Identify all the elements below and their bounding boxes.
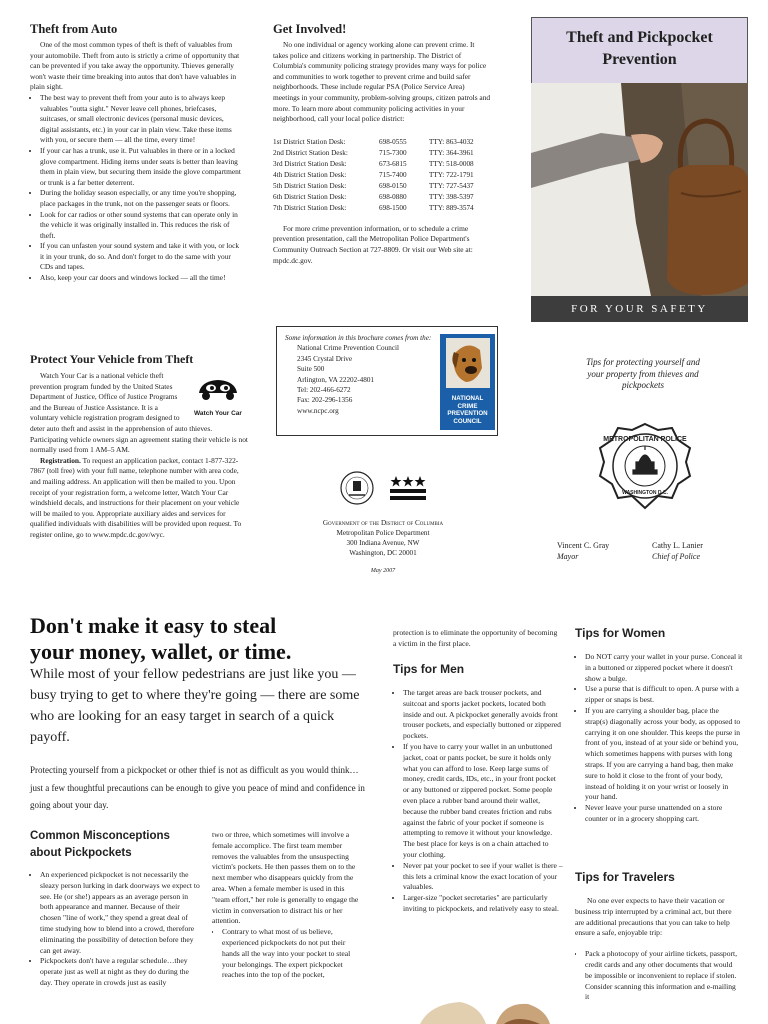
tips-travelers-title: Tips for Travelers — [575, 870, 675, 884]
list-item: • The target areas are back trouser pockets, and suitcoat and sports jacket pockets, located both inside and out. A pickpocket generally avoids front trouser pockets, and especially buttoned or zippered pockets. — [403, 688, 563, 742]
outreach-text: For more crime prevention information, or to schedule a crime prevention presentation, call the Metropolitan Police Department's Community Outreach Section at 727-8809. Or visit our Web site at: mpdc.dc.gov. — [273, 223, 473, 265]
district-row: 3rd District Station Desk: 673-6815 TTY: 518-0008 — [273, 159, 474, 168]
dc-seal-icon — [340, 471, 374, 505]
list-item: • Pickpockets don't have a regular schedule…they operate just as well at night as they do during the day. They operate in crowds just as easily — [40, 956, 200, 988]
tips-travelers-section — [575, 870, 740, 1024]
district-row: 1st District Station Desk: 698-0555 TTY: 863-4032 — [273, 137, 474, 146]
list-item: • Look for car radios or other sound systems that can operate only in the vehicle it was originally installed in. This reduces the risk of theft. — [40, 210, 242, 242]
misconceptions-list — [30, 870, 200, 989]
theft-auto-section — [30, 22, 242, 284]
badge-top-text: METROPOLITAN POLICE — [603, 436, 687, 443]
protect-vehicle-text: Watch Your Car is a national vehicle theft prevention program funded by the United States Department of Justice, Office of Justice Programs and the Bureau of Justice Assistance. It is a voluntary vehicle registration program designed to deter auto theft and assist in the apprehension of auto thieves. Participating vehicle owners sign an agreement stating their vehicle is not normally used from 1 AM–5 AM. — [30, 371, 248, 455]
protect-vehicle-title: Protect Your Vehicle from Theft — [30, 352, 194, 366]
tips-travelers-list — [575, 949, 740, 1003]
chief-name: Cathy L. Lanier — [652, 541, 703, 550]
tips-men-title: Tips for Men — [393, 662, 465, 676]
headline-line1: Don't make it easy to steal — [30, 613, 277, 638]
cover-title-line1: Theft and Pickpocket — [566, 29, 713, 46]
intro-paragraph: Protecting yourself from a pickpocket or other thief is not as difficult as you would think…just a few thoughtful precautions can be enough to give you peace of mind and confidence in going about your day. — [30, 765, 365, 810]
get-involved-body — [273, 40, 491, 125]
list-item: • Use a purse that is difficult to open. A purse with a zipper or snaps is best. — [585, 684, 743, 706]
cover-panel — [531, 17, 748, 322]
misconceptions-continued — [212, 830, 362, 1024]
list-item: • Also, keep your car doors and windows locked — all the time! — [40, 273, 242, 284]
tips-women-title: Tips for Women — [575, 626, 666, 640]
list-item: • An experienced pickpocket is not necessarily the sleazy person lurking in dark doorways we expect to see. He (or she!) appears as an average person in both appearance and manner. Because of their chosen "line of work," they spend a great deal of time studying how to blend into a crowd, therefore eliminating the possibility of detection before they can get away. — [40, 870, 200, 956]
mayor-signature — [557, 540, 609, 562]
watch-your-car-logo — [186, 375, 250, 417]
district-row: 7th District Station Desk: 698-1500 TTY: 889-3574 — [273, 203, 474, 212]
misconceptions-section — [30, 828, 200, 989]
get-involved-section — [273, 22, 491, 266]
ncpc-box — [276, 326, 498, 436]
tips-women-list — [575, 652, 743, 825]
mcgruff-dog-icon — [446, 338, 490, 388]
gov-address: Government of the District of Columbia Metropolitan Police Department 300 Indiana Avenue, NW Washington, DC 20001 May 2007 — [288, 518, 478, 576]
tips-travelers-text: No one ever expects to have their vacation or business trip interrupted by a criminal act, but there are additional precautions that you can take to help ensure a safe, enjoyable trip: — [575, 896, 732, 938]
protect-vehicle-section — [30, 352, 250, 541]
list-item: • Never pat your pocket to see if your wallet is there – this lets a criminal know the exact location of your valuables. — [403, 861, 563, 893]
col2-text: two or three, which sometimes will involve a female accomplice. The first team member removes the valuables from the unsuspecting victim's pockets. He then passes them on to the next member who disappears quickly from the area. When a female member is used in this "team effort," her role is generally to engage the victim in conversation to distract his or her attention. — [212, 830, 359, 926]
misconceptions-title: Common Misconceptions about Pickpockets — [30, 830, 170, 859]
list-item: • Do NOT carry your wallet in your purse. Conceal it in a buttoned or zippered pocket where it doesn't show a bulge. — [585, 652, 743, 684]
district-row: 5th District Station Desk: 698-0150 TTY: 727-5437 — [273, 181, 474, 190]
theft-auto-title: Theft from Auto — [30, 22, 118, 36]
publication-date: May 2007 — [370, 568, 396, 574]
watch-your-car-caption: Watch Your Car — [194, 409, 242, 417]
tips-men-section — [393, 662, 563, 915]
list-item: • During the holiday season especially, or any time you're shopping, place packages in the trunk, not on the passenger seats or floors. — [40, 188, 242, 209]
list-item: • Never leave your purse unattended on a store counter or in a grocery shopping cart. — [585, 803, 743, 825]
lead-paragraph: While most of your fellow pedestrians are just like you — busy trying to get to where they're going — there are some who are looking for an easy target in search of a quick payoff. — [30, 667, 360, 745]
cover-title-line2: Prevention — [602, 51, 677, 68]
theft-auto-body — [30, 40, 242, 284]
district-list — [273, 137, 491, 214]
cover-tagline: Tips for protecting yourself and your property from thieves and pickpockets — [586, 357, 700, 390]
dc-flag-icon — [390, 474, 426, 502]
badge-bottom-text: WASHINGTON D.C. — [622, 490, 668, 496]
car-eyes-icon — [193, 375, 243, 405]
ncpc-intro: Some information in this brochure comes from the: — [285, 334, 432, 342]
bottom-photo — [400, 996, 560, 1024]
get-involved-text: No one individual or agency working alone can prevent crime. It takes police and citizens working in partnership. The District of Columbia's community policing strategy provides many ways for police and communities to work together to prevent crime and build safer neighborhoods. These include regular PSA (Police Service Area) meetings in your community, problem-solving groups, citizen patrols and more. To learn more about community policing activities in your neighborhood, call your local police district: — [273, 40, 491, 124]
ncpc-logo — [440, 334, 495, 430]
list-item: • If your car has a trunk, use it. Put valuables in there or in a locked glove compartment. Hiding items under seats is better than leaving them in plain view, but securing them inside the glove compartment or trunk is a far better deterrent. — [40, 146, 242, 188]
district-row: 4th District Station Desk: 715-7400 TTY: 722-1791 — [273, 170, 474, 179]
chief-title: Chief of Police — [652, 552, 700, 561]
ncpc-address: National Crime Prevention Council 2345 Crystal Drive Suite 500 Arlington, VA 22202-4801 Tel: 202-466-6272 Fax: 202-296-1356 www.ncpc.org — [297, 344, 400, 415]
get-involved-title: Get Involved! — [273, 22, 347, 36]
list-item: • If you have to carry your wallet in an unbuttoned jacket, coat or pants pocket, be sure it holds only what you can afford to lose. Keep large sums of money, credit cards, IDs, etc., in your front pocket or any buttoned or zippered pocket. Some people even place a rubber band around their wallet, because the rubber band creates friction and rubs against the fabric of your pocket if someone is attempting to remove it without your knowledge. The best place for keys is on a chain attached to your clothing. — [403, 742, 563, 861]
protect-vehicle-body — [30, 371, 250, 541]
list-item: • If you are carrying a shoulder bag, place the strap(s) diagonally across your body, as opposed to carrying it on one shoulder. This keeps the purse in front of you, instead of at your side or behind you, which sometimes happens with purses with long straps. If you are carrying a hand bag, then make sure to hold it close to the front of your body, instead of holding it on your wrist or loosely in your hand. — [585, 706, 743, 803]
cover-title — [531, 17, 748, 83]
mayor-title: Mayor — [557, 552, 579, 561]
list-item: • If you can unfasten your sound system and take it with you, or lock it in your trunk, do so. And don't forget to do the same with your CDs and tapes. — [40, 241, 242, 273]
misconceptions-list-cont — [212, 927, 362, 981]
district-row: 6th District Station Desk: 698-0880 TTY: 398-5397 — [273, 192, 474, 201]
headline-line2: your money, wallet, or time. — [30, 639, 292, 664]
list-item: • The best way to prevent theft from your auto is to always keep valuables "outta sight." Never leave cell phones, briefcases, suitcases, or small electronic devices (personal music devices, digital assistants, etc.) in your car in plain view. Take these items with you, or secure them — all the time, every time! — [40, 93, 242, 146]
theft-auto-list — [30, 93, 242, 284]
col3-top-text: protection is to eliminate the opportunity of becoming a victim in the first place. — [393, 628, 558, 648]
list-item: • Contrary to what most of us believe, experienced pickpockets do not put their hands all the way into your pocket to steal your belongings. The expert pickpocket reaches into the top of the pocket, — [222, 927, 362, 981]
chief-signature — [652, 540, 703, 562]
tips-men-list — [393, 688, 563, 915]
registration-label: Registration. — [40, 455, 81, 465]
district-row: 2nd District Station Desk: 715-7300 TTY: 364-3961 — [273, 148, 474, 157]
main-headline — [30, 613, 370, 665]
bottom-photo-illustration — [400, 996, 560, 1024]
mayor-name: Vincent C. Gray — [557, 541, 610, 550]
theft-auto-intro: One of the most common types of theft is theft of valuables from your automobile. Theft from auto is strictly a crime of opportunity that can be prevented if you take away the opportunity. Thieves generally won't waste their time breaking into autos that don't have valuables in plain sight. — [30, 40, 240, 92]
crime-prevention-info — [273, 224, 491, 266]
list-item: • Larger-size "pocket secretaries" are particularly inviting to pickpockets, and relatively easy to steal. — [403, 893, 563, 915]
list-item: • Pack a photocopy of your airline tickets, passport, credit cards and any other documents that would be impossible or inconvenient to replace if stolen. Consider scanning this information and e-mailing it — [585, 949, 740, 1003]
ncpc-logo-text: NATIONAL CRIME PREVENTION COUNCIL — [447, 395, 488, 425]
pickpocket-photo — [531, 83, 748, 296]
ncpc-info — [285, 333, 435, 416]
for-your-safety-banner: FOR YOUR SAFETY — [531, 296, 748, 322]
mpd-badge-icon — [598, 422, 692, 512]
tips-women-section — [575, 626, 743, 825]
registration-text: To request an application packet, contact 1-877-322-7867 (toll free) with your full name, telephone number with area code, and mailing address. An application will then be mailed to you. Upon receipt of your registration form, a welcome letter, Watch Your Car windshield decals, and instructions for their placement on your vehicle will be mailed to you. Appropriate auxiliary aides and services for qualified individuals with disabilities will be provided upon request. To register online, go to www.mpdc.dc.gov/wyc. — [30, 455, 242, 539]
pickpocket-photo-illustration — [531, 83, 748, 296]
